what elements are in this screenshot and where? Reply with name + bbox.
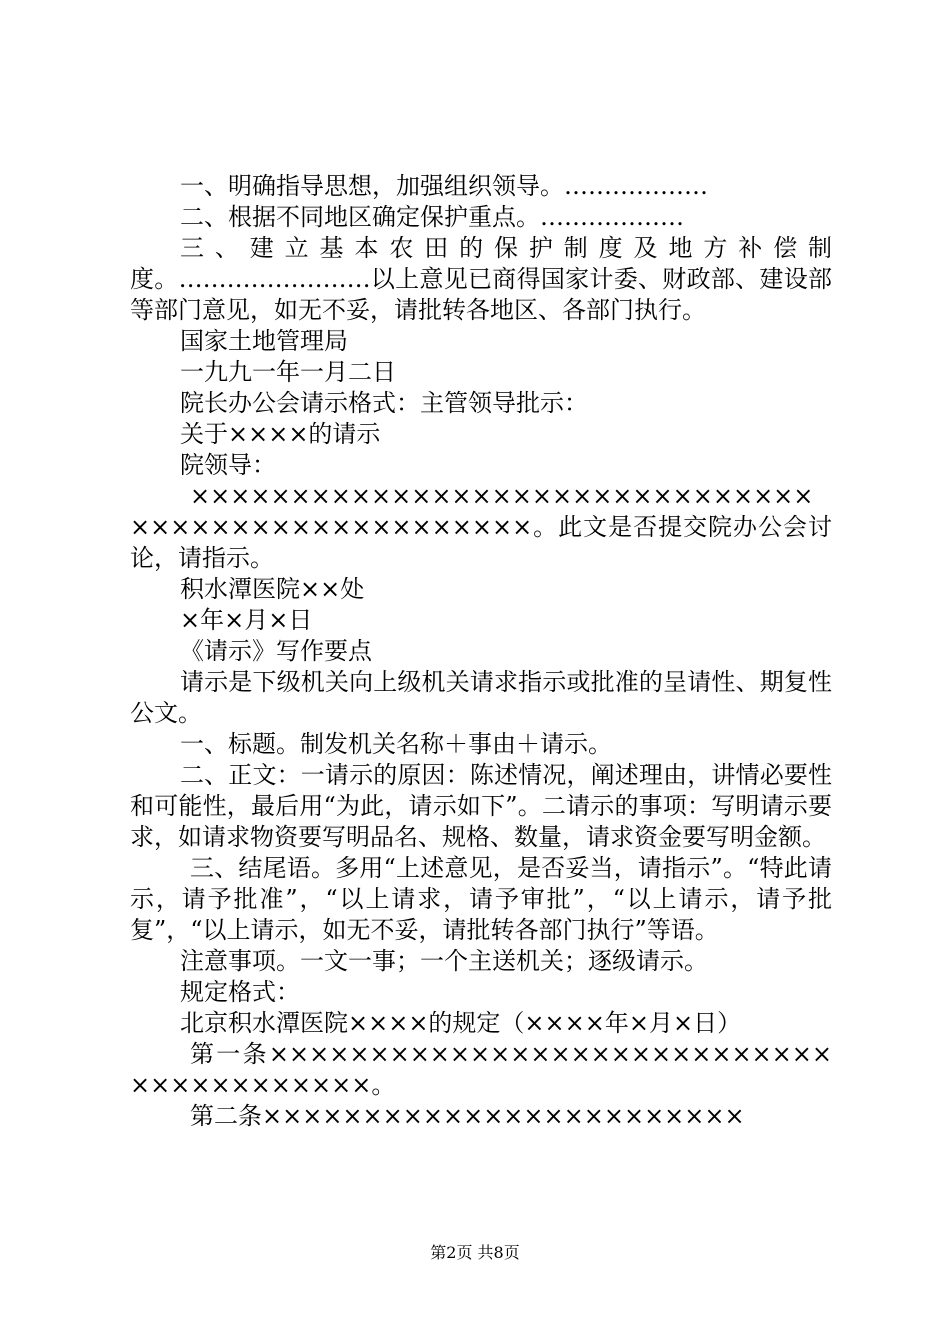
paragraph: 一九九一年一月二日 (180, 358, 396, 386)
paragraph: 院领导： (180, 451, 276, 479)
paragraph: 第二条×××××××××××××××××××××××× (190, 1102, 745, 1130)
paragraph: 二、根据不同地区确定保护重点。……………… (180, 203, 684, 231)
paragraph: 国家土地管理局 (180, 327, 348, 355)
paragraph: 积水潭医院××处 (180, 575, 365, 603)
paragraph: 规定格式： (180, 978, 300, 1006)
paragraph: 北京积水潭医院××××的规定（××××年×月×日） (180, 1009, 742, 1037)
paragraph: 三、结尾语。多用“上述意见，是否妥当，请指示”。“特此请示，请予批准”，“以上请求，请予审批”，“以上请示，请予批复”，“以上请示，如无不妥，请批转各部门执行”等语。 (130, 854, 832, 944)
paragraph: ×××××××××××××××××××××××××××××××××××××××××××××××××××。此文是否提交院办公会讨论，请指示。 (130, 482, 832, 572)
page-footer (0, 1243, 950, 1263)
paragraph: 二、正文：一请示的原因：陈述情况，阐述理由，讲情必要性和可能性，最后用“为此，请示如下”。二请示的事项：写明请示要求，如请求物资要写明品名、规格、数量，请求资金要写明金额。 (130, 761, 832, 851)
paragraph: 三、建立基本农田的保护制度及地方补偿制度。……………………以上意见已商得国家计委、财政部、建设部等部门意见，如无不妥，请批转各地区、各部门执行。 (130, 234, 832, 324)
paragraph: 一、标题。制发机关名称＋事由＋请示。 (180, 730, 612, 758)
paragraph: 《请示》写作要点 (180, 637, 372, 665)
paragraph: ×年×月×日 (180, 606, 313, 634)
paragraph: 第一条××××××××××××××××××××××××××××××××××××××××。 (130, 1040, 832, 1099)
paragraph: 一、明确指导思想，加强组织领导。……………… (180, 172, 708, 200)
paragraph: 关于××××的请示 (180, 420, 381, 448)
paragraph: 注意事项。一文一事；一个主送机关；逐级请示。 (180, 947, 708, 975)
page-indicator: 第2页 共8页 (430, 1243, 520, 1262)
paragraph: 院长办公会请示格式：主管领导批示： (180, 389, 588, 417)
paragraph: 请示是下级机关向上级机关请求指示或批准的呈请性、期复性公文。 (130, 668, 832, 727)
document-body (130, 171, 832, 1132)
